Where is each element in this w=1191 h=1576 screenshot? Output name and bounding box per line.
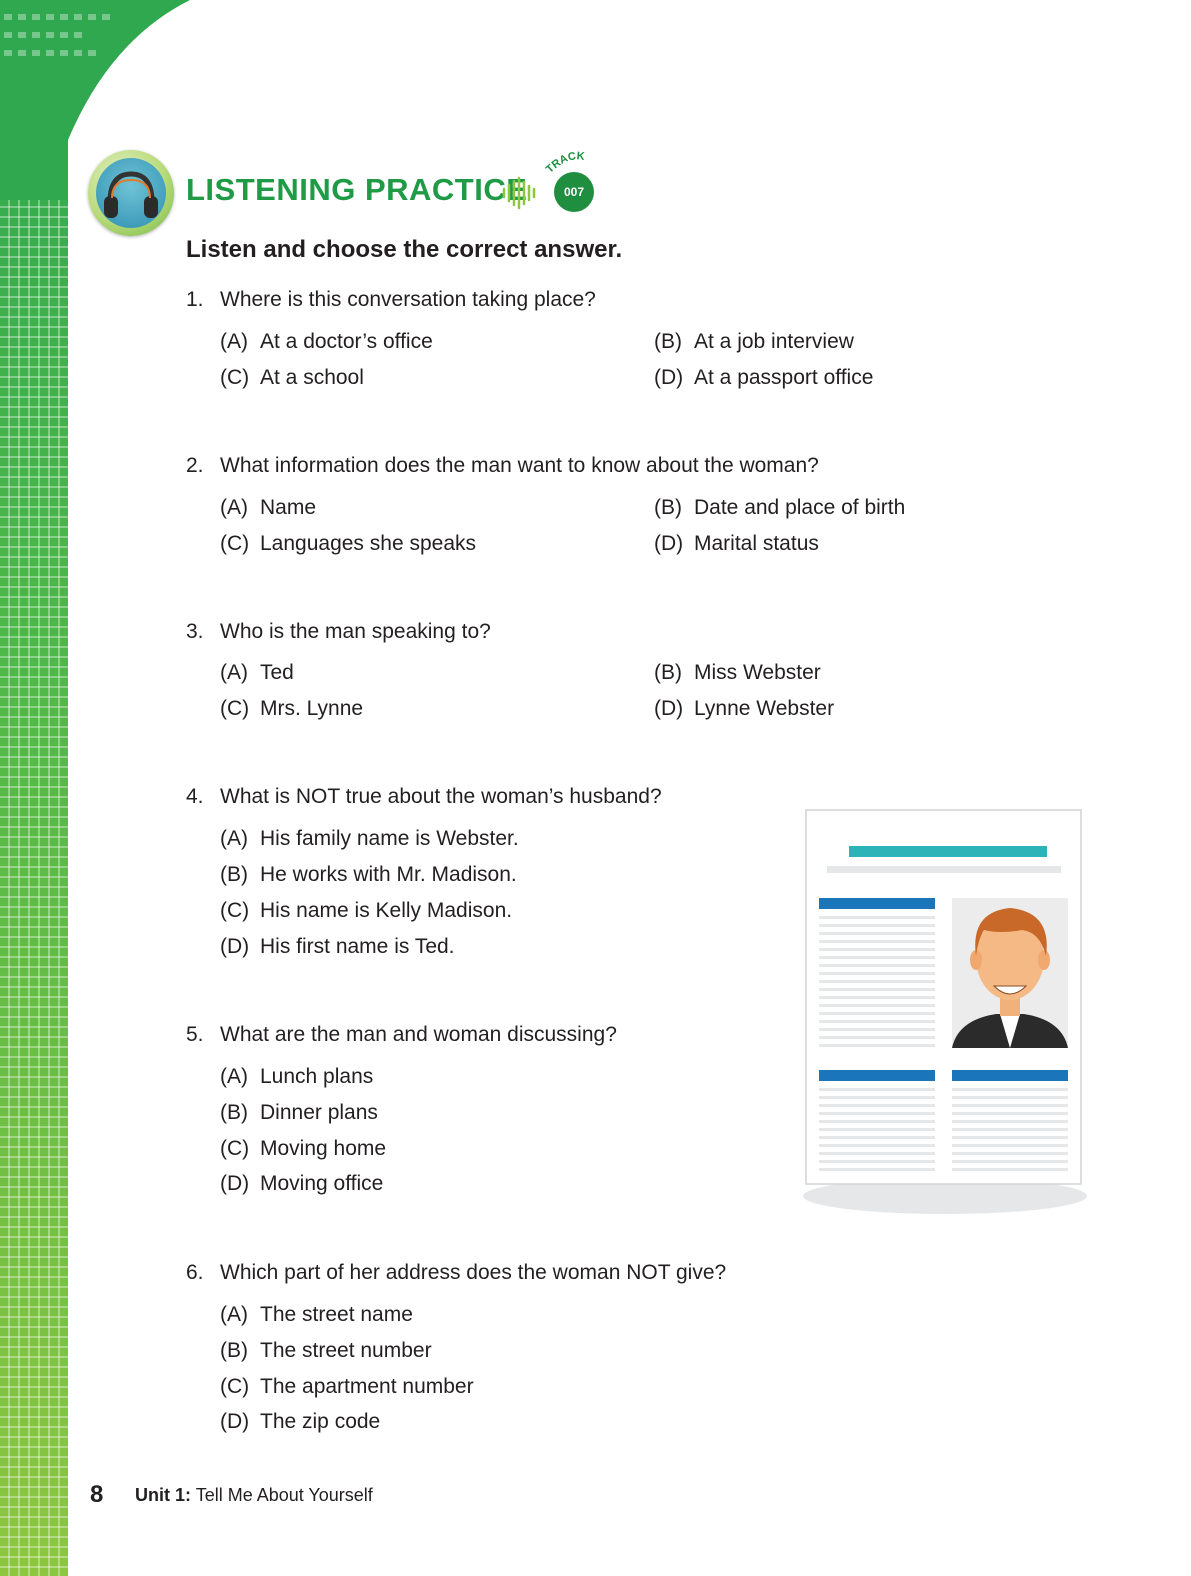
option-5c[interactable]: (C) Moving home bbox=[220, 1137, 387, 1160]
decorative-sidebar bbox=[0, 0, 68, 1576]
option-5a[interactable]: (A) Lunch plans bbox=[220, 1065, 374, 1088]
track-number-badge[interactable]: 007 bbox=[554, 172, 594, 212]
question-1: 1. Where is this conversation taking place? bbox=[186, 288, 596, 311]
option-3a[interactable]: (A) Ted bbox=[220, 661, 294, 684]
option-2c[interactable]: (C) Languages she speaks bbox=[220, 532, 476, 555]
question-4: 4. What is NOT true about the woman’s husband? bbox=[186, 785, 662, 808]
option-4b[interactable]: (B) He works with Mr. Madison. bbox=[220, 863, 517, 886]
headphones-icon bbox=[88, 150, 174, 236]
option-6c[interactable]: (C) The apartment number bbox=[220, 1375, 474, 1398]
question-3: 3. Who is the man speaking to? bbox=[186, 620, 491, 643]
resume-illustration bbox=[800, 808, 1090, 1218]
option-3b[interactable]: (B) Miss Webster bbox=[654, 661, 821, 684]
unit-title: Unit 1: Tell Me About Yourself bbox=[135, 1485, 373, 1505]
option-3c[interactable]: (C) Mrs. Lynne bbox=[220, 697, 364, 720]
option-4c[interactable]: (C) His name is Kelly Madison. bbox=[220, 899, 513, 922]
section-header bbox=[88, 150, 648, 240]
option-1a[interactable]: (A) At a doctor’s office bbox=[220, 330, 433, 353]
option-4d[interactable]: (D) His first name is Ted. bbox=[220, 935, 455, 958]
option-5b[interactable]: (B) Dinner plans bbox=[220, 1101, 378, 1124]
instruction-text: Listen and choose the correct answer. bbox=[186, 236, 623, 263]
option-3d[interactable]: (D) Lynne Webster bbox=[654, 697, 835, 720]
question-6: 6. Which part of her address does the woman NOT give? bbox=[186, 1261, 727, 1284]
option-6b[interactable]: (B) The street number bbox=[220, 1339, 432, 1362]
option-5d[interactable]: (D) Moving office bbox=[220, 1172, 384, 1195]
option-2b[interactable]: (B) Date and place of birth bbox=[654, 496, 906, 519]
option-6a[interactable]: (A) The street name bbox=[220, 1303, 413, 1326]
svg-text:TRACK: TRACK bbox=[543, 150, 586, 176]
question-5: 5. What are the man and woman discussing? bbox=[186, 1023, 617, 1046]
option-2d[interactable]: (D) Marital status bbox=[654, 532, 819, 555]
section-title: LISTENING PRACTICE bbox=[186, 172, 528, 207]
sound-wave-icon bbox=[501, 176, 541, 210]
headphones-badge bbox=[88, 150, 174, 236]
page-number: 8 bbox=[90, 1481, 104, 1508]
option-1c[interactable]: (C) At a school bbox=[220, 366, 364, 389]
option-6d[interactable]: (D) The zip code bbox=[220, 1410, 381, 1433]
option-1d[interactable]: (D) At a passport office bbox=[654, 366, 874, 389]
option-2a[interactable]: (A) Name bbox=[220, 496, 317, 519]
option-4a[interactable]: (A) His family name is Webster. bbox=[220, 827, 519, 850]
option-1b[interactable]: (B) At a job interview bbox=[654, 330, 854, 353]
profile-photo bbox=[952, 898, 1068, 1048]
question-2: 2. What information does the man want to know about the woman? bbox=[186, 454, 819, 477]
